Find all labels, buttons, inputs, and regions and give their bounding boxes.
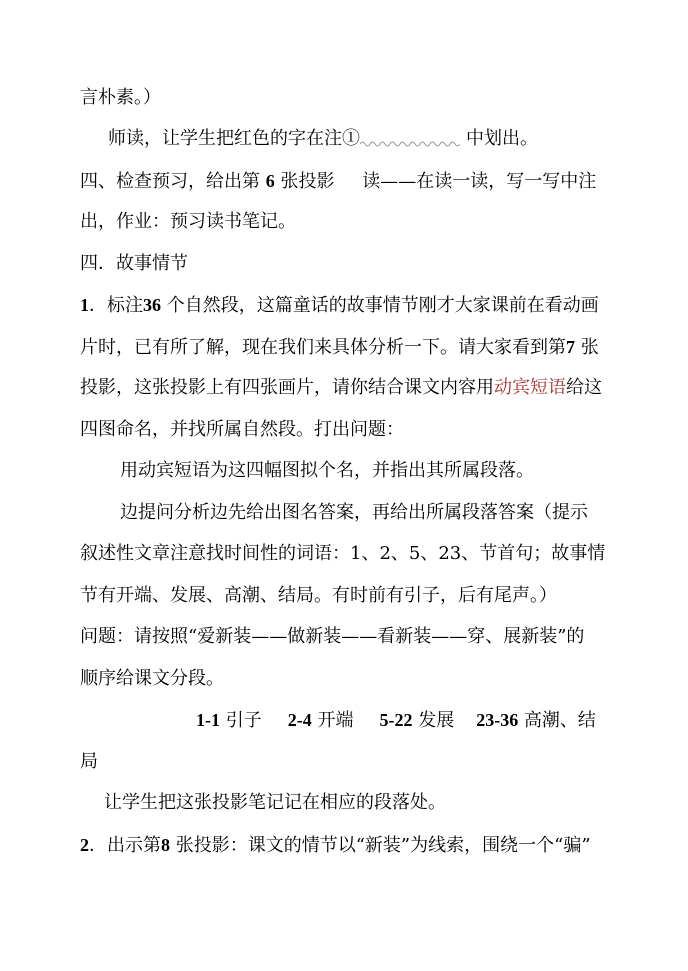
text-line-4 (80, 210, 296, 234)
line-text: 出，作业：预习读书笔记。 (80, 211, 296, 232)
segment-range: 1-1 (196, 710, 220, 730)
text-line-12 (80, 542, 605, 566)
line-text: 四图命名，并找所属自然段。打出问题： (80, 419, 404, 440)
text-line-17 (80, 750, 98, 774)
segment-label: 开端 (317, 710, 354, 731)
highlighted-term: 动宾短语 (494, 377, 566, 398)
slide-number: 8 (161, 835, 170, 855)
line-text: 投影，这张投影上有四张画片，请你结合课文内容用 (80, 377, 494, 398)
line-text: 言朴素。） (80, 87, 161, 108)
line-text: 四．故事情节 (80, 253, 188, 274)
line-text: 局 (80, 751, 98, 772)
text-line-19 (80, 833, 591, 857)
text-line-8 (80, 376, 602, 400)
line-text: ．出示第 (89, 835, 161, 856)
segment-label: 高潮、结 (523, 710, 596, 731)
text-line-15 (80, 667, 224, 691)
segment-range: 5-22 (379, 710, 413, 730)
line-text: 边提问分析边先给出图名答案，再给出所属段落答案（提示 (120, 502, 588, 523)
segment-label: 发展 (418, 710, 455, 731)
item-number: 1 (80, 295, 89, 315)
line-text: 张投影 (280, 171, 335, 192)
line-text: 师读，让学生把红色的字在注① (108, 128, 360, 149)
text-line-7 (80, 335, 599, 359)
segment-label: 引子 (225, 710, 262, 731)
slide-number: 6 (265, 171, 275, 191)
text-line-13 (80, 584, 557, 608)
segment-range: 2-4 (287, 710, 312, 730)
line-text: 张投影：课文的情节以“新装”为线索，围绕一个“骗” (175, 835, 591, 856)
wavy-underline-blank (360, 138, 460, 148)
segment-list (196, 708, 596, 732)
line-text: 让学生把这张投影笔记记在相应的段落处。 (104, 792, 446, 813)
item-number: 2 (80, 835, 89, 855)
section-heading (80, 252, 188, 276)
paragraph-count: 36 (143, 295, 161, 315)
line-text: 顺序给课文分段。 (80, 668, 224, 689)
line-text: 给这 (566, 377, 602, 398)
text-line-1 (80, 86, 161, 110)
text-line-6 (80, 293, 599, 317)
segment-range: 23-36 (476, 710, 519, 730)
line-text: 中划出。 (466, 128, 538, 149)
line-text: 读——在读一读，写一写中注 (362, 171, 597, 192)
line-text: 片时，已有所了解，现在我们来具体分析一下。请大家看到第 (80, 337, 566, 358)
line-text: ．标注 (89, 295, 143, 316)
text-line-18 (104, 791, 446, 815)
line-text: 用动宾短语为这四幅图拟个名，并指出其所属段落。 (120, 460, 534, 481)
line-text: 叙述性文章注意找时间性的词语：1、2、5、23、节首句；故事情 (80, 543, 606, 564)
line-text: 四、检查预习，给出第 (80, 171, 260, 192)
text-line-14 (80, 625, 584, 649)
text-line-2 (108, 127, 538, 151)
line-text: 节有开端、发展、高潮、结局。有时前有引子，后有尾声。） (80, 585, 557, 606)
text-line-3 (80, 169, 596, 193)
slide-number: 7 (566, 337, 575, 357)
text-line-11 (120, 501, 588, 525)
line-text: 个自然段，这篇童话的故事情节刚才大家课前在看动画 (166, 295, 599, 316)
line-text: 张 (580, 337, 599, 358)
text-line-9 (80, 418, 404, 442)
text-line-10 (120, 459, 534, 483)
line-text: 问题：请按照“爱新装——做新装——看新装——穿、展新装”的 (80, 626, 585, 647)
